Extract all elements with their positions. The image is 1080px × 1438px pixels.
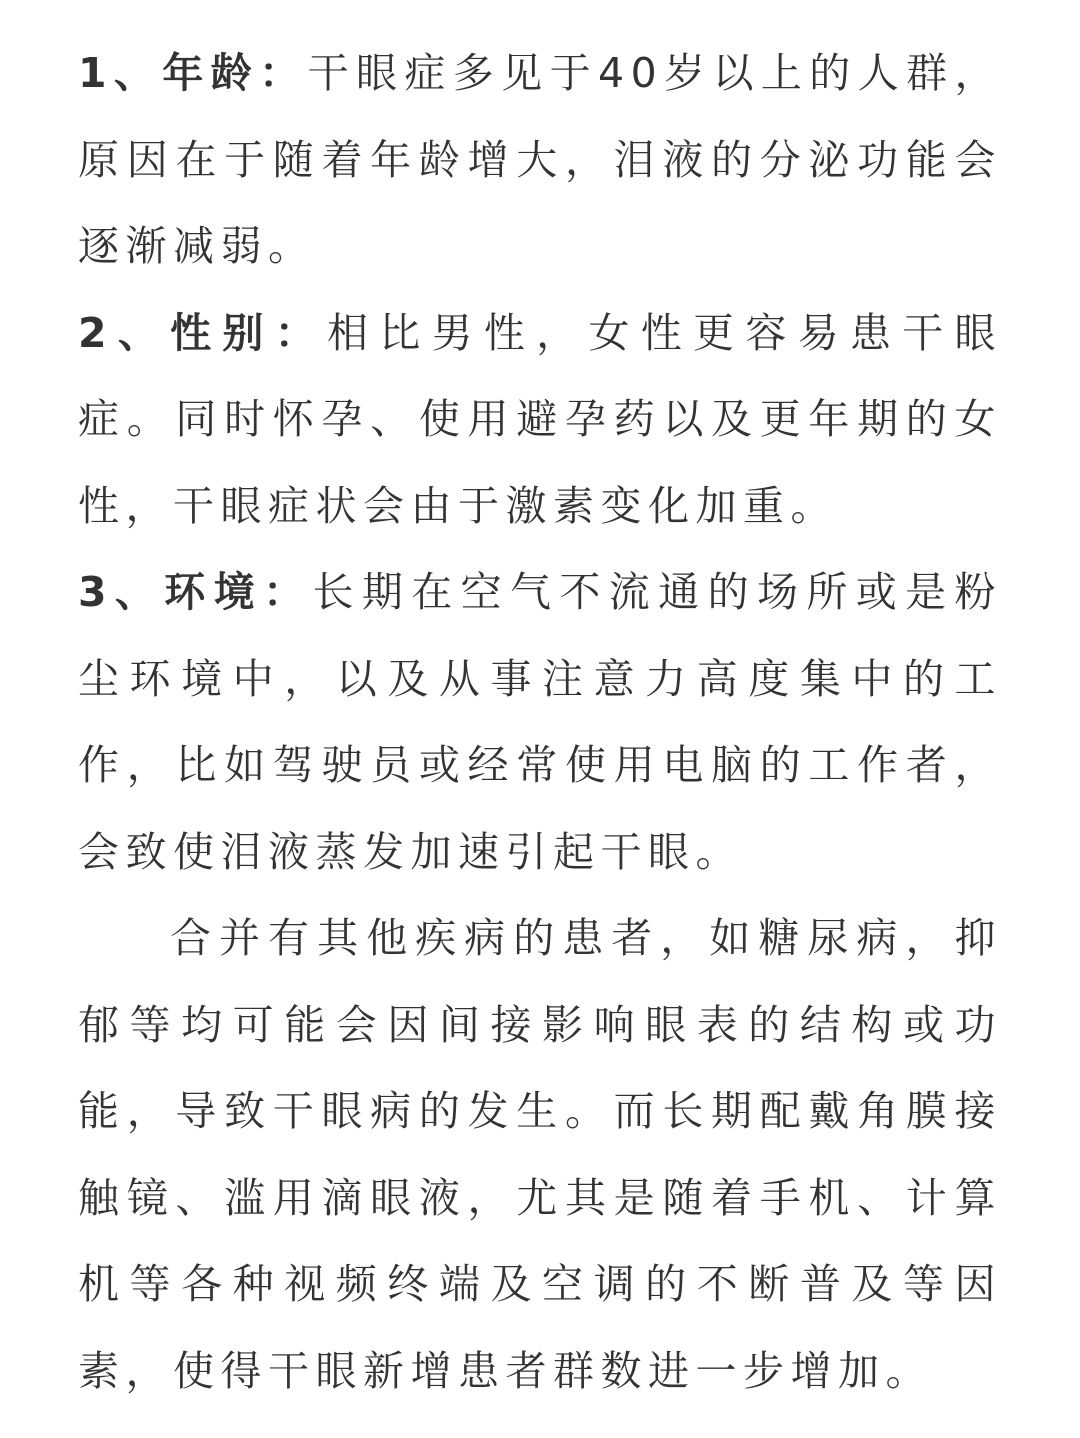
- factor-environment: [78, 549, 1002, 895]
- factor-age-label: 1、年龄：: [78, 49, 308, 97]
- factor-age-text: 干眼症多见于40岁以上的人群，原因在于随着年龄增大，泪液的分泌功能会逐渐减弱。: [78, 49, 1003, 270]
- factor-environment-label: 3、环境：: [78, 568, 313, 616]
- factor-gender-text: 相比男性，女性更容易患干眼症。同时怀孕、使用避孕药以及更年期的女性，干眼症状会由于激素变化加重。: [78, 308, 1003, 530]
- factor-gender: [78, 290, 1002, 550]
- closing-paragraph: 合并有其他疾病的患者，如糖尿病，抑郁等均可能会因间接影响眼表的结构或功能，导致干眼病的发生。而长期配戴角膜接触镜、滥用滴眼液，尤其是随着手机、计算机等各种视频终端及空调的不断普及等因素，使得干眼新增患者群数进一步增加。: [78, 914, 1002, 1395]
- factor-environment-text: 长期在空气不流通的场所或是粉尘环境中，以及从事注意力高度集中的工作，比如驾驶员或经常使用电脑的工作者，会致使泪液蒸发加速引起干眼。: [78, 568, 1003, 876]
- article-body: [78, 30, 1002, 1414]
- factor-age: [78, 30, 1002, 290]
- factor-gender-label: 2、性别：: [78, 308, 327, 357]
